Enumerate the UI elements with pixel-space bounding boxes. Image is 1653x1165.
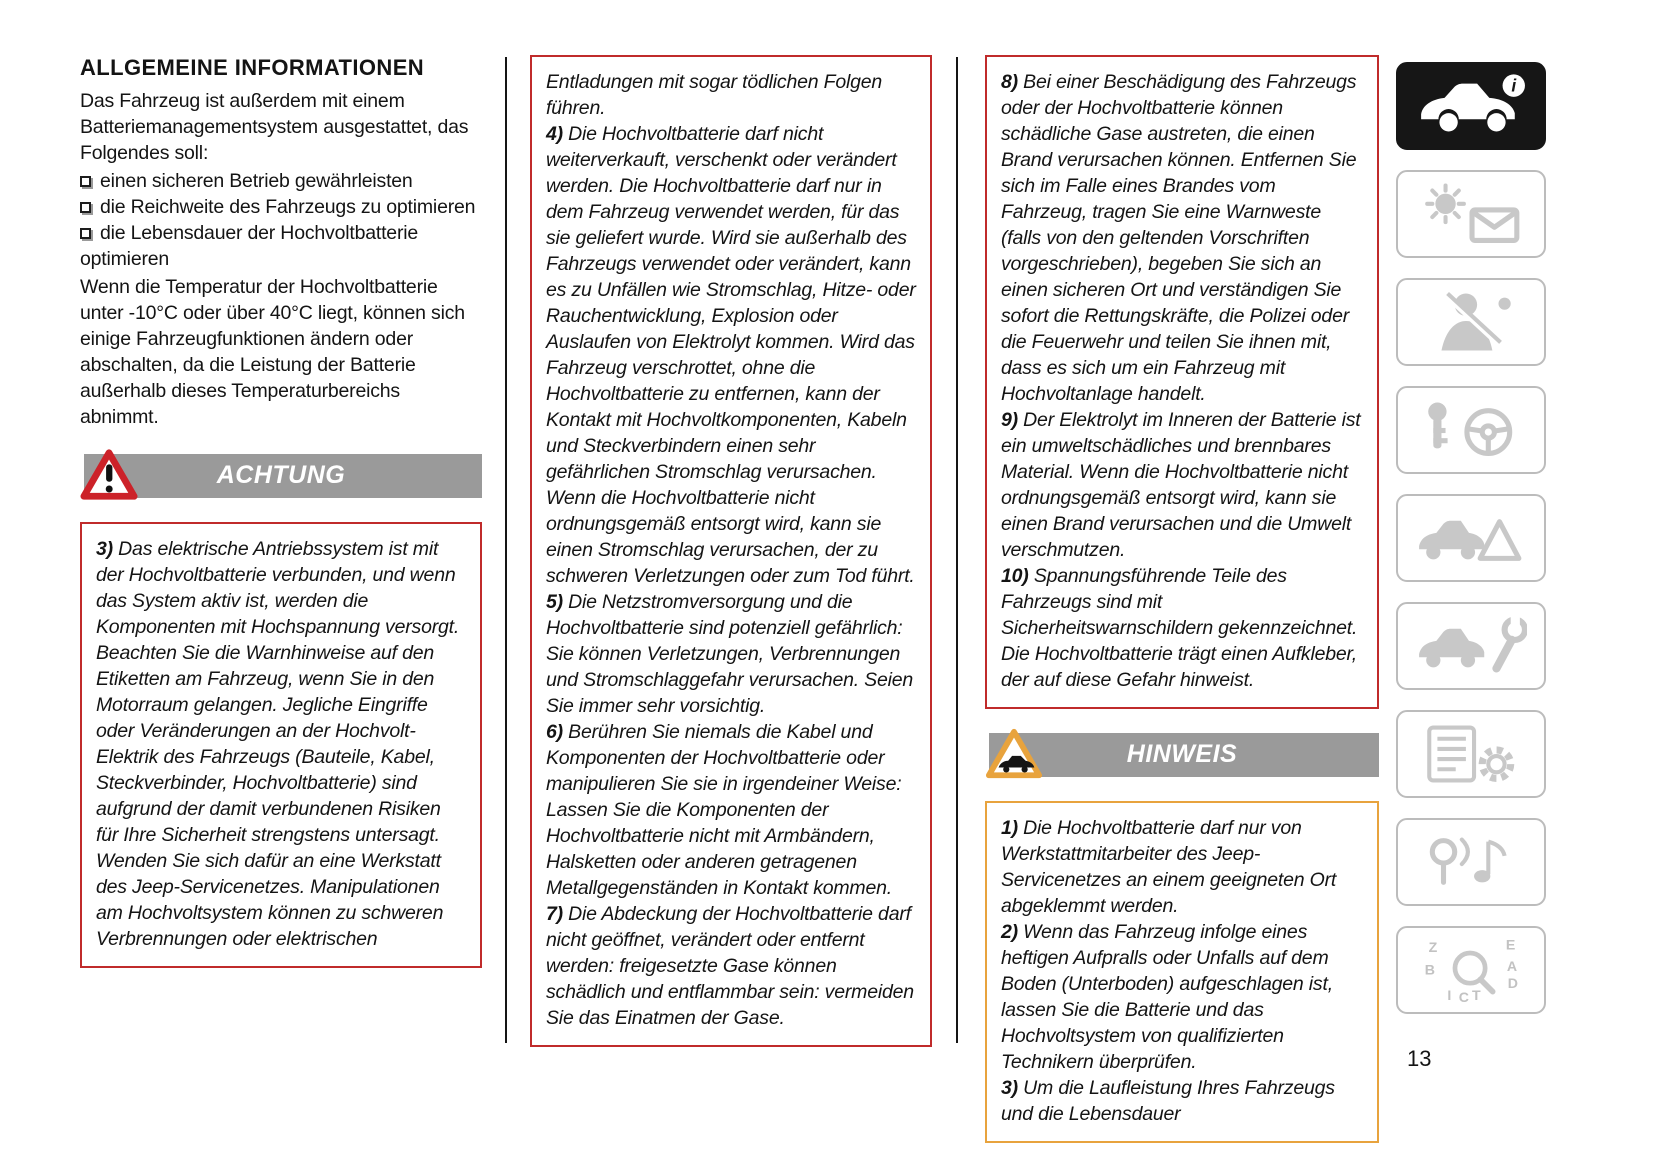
- page-number: 13: [1407, 1046, 1432, 1071]
- note-item: 6) Berühren Sie niemals die Kabel und Komponenten der Hochvoltbatterie oder manipulieren Sie sie in irgendeiner Weise: Lassen Sie die Komponenten der Hochvoltbatterie nicht mit Armbändern, Halsketten oder anderen getragenen Metallgegenständen in Kontakt kommen.: [546, 721, 902, 899]
- intro-paragraph: Das Fahrzeug ist außerdem mit einem Batteriemanagementsystem ausgestattet, das Folgendes soll:: [80, 90, 469, 164]
- note-item: 3) Das elektrische Antriebssystem ist mit der Hochvoltbatterie verbunden, und wenn das System aktiv ist, werden die Komponenten mit Hochspannung versorgt. Beachten Sie die Warnhinweise auf den Etiketten am Fahrzeug, wenn Sie in den Motorraum gelangen. Jegliche Eingriffe oder Veränderungen an der Hochvolt-Elektrik des Fahrzeugs (Bauteile, Kabel, Steckverbinder, Hochvoltbatterie) sind aufgrund der damit verbundenen Risiken für Ihre Sicherheit strengstens untersagt. Wenden Sie sich dafür an eine Werkstatt des Jeep-Servicenetzes. Manipulationen am Hochvoltsystem können zu schweren Verbrennungen oder elektrischen: [96, 538, 460, 950]
- warning-box-right: [985, 55, 1379, 709]
- warning-box-middle: [530, 55, 932, 1047]
- sidebar-tab-vehicle-info[interactable]: [1396, 62, 1546, 150]
- bullet-square-icon: [80, 202, 91, 213]
- svg-text:Z: Z: [1428, 939, 1438, 956]
- car-wrench-icon: [1415, 613, 1527, 679]
- middle-column: [530, 55, 932, 1047]
- note-item-number: 3): [1001, 1077, 1024, 1099]
- sidebar-tab-emergency[interactable]: [1396, 494, 1546, 582]
- note-item: 8) Bei einer Beschädigung des Fahrzeugs oder der Hochvoltbatterie können schädliche Gase austreten, die einen Brand verursachen können. Entfernen Sie sich im Falle eines Brandes vom Fahrzeug, tragen Sie eine Warnweste (falls von den geltenden Vorschriften vorgeschrieben), begeben Sie sich an einen sicheren Ort und verständigen Sie sofort die Rettungskräfte, die Polizei oder die Feuerwehr und teilen Sie ihnen mit, dass es sich um ein Fahrzeug mit Hochvoltanlage handelt.: [1001, 71, 1357, 405]
- svg-text:I: I: [1447, 987, 1452, 1003]
- svg-text:T: T: [1471, 987, 1481, 1003]
- note-item-number: 4): [546, 123, 569, 145]
- sidebar-tab-servicing[interactable]: [1396, 602, 1546, 690]
- note-item: 9) Der Elektrolyt im Inneren der Batterie ist ein umweltschädliches und brennbares Material. Wenn die Hochvoltbatterie nicht ordnungsgemäß entsorgt wird, kann sie einen Brand verursachen und die Umwelt verschmutzen.: [1001, 409, 1361, 561]
- temperature-paragraph: Wenn die Temperatur der Hochvoltbatterie unter -10°C oder über 40°C liegt, können sich einige Fahrzeugfunktionen ändern oder abschalten, da die Leistung der Batterie außerhalb dieses Temperaturbereichs abnimmt.: [80, 276, 465, 428]
- note-item-number: 10): [1001, 565, 1034, 587]
- note-item: 10) Spannungsführende Teile des Fahrzeugs sind mit Sicherheitswarnschildern gekennzeichnet. Die Hochvoltbatterie trägt einen Aufkleber, der auf diese Gefahr hinweist.: [1001, 565, 1358, 691]
- svg-text:E: E: [1505, 937, 1516, 953]
- note-item: Entladungen mit sogar tödlichen Folgen führen.: [546, 71, 883, 119]
- note-item-number: 5): [546, 591, 569, 613]
- note-item-number: 3): [96, 538, 119, 560]
- bullet-list: [80, 168, 482, 272]
- car-warning-triangle-icon: [1415, 505, 1527, 571]
- sidebar-tab-starting-driving[interactable]: [1396, 386, 1546, 474]
- spec-list-gear-icon: [1415, 721, 1527, 787]
- left-column: [80, 55, 482, 968]
- note-item-number: 7): [546, 903, 569, 925]
- warning-header-label: ACHTUNG: [216, 460, 346, 489]
- bullet-square-icon: [80, 176, 91, 187]
- right-column: [985, 55, 1379, 1143]
- note-item-number: 2): [1001, 921, 1024, 943]
- svg-text:A: A: [1506, 957, 1518, 974]
- column-divider: [505, 57, 507, 1043]
- warning-section-header: [80, 450, 482, 502]
- bullet-item: die Reichweite des Fahrzeugs zu optimieren: [80, 194, 482, 220]
- note-item-number: 8): [1001, 71, 1024, 93]
- sidebar-tab-lights-messages[interactable]: [1396, 170, 1546, 258]
- note-item-number: 1): [1001, 817, 1024, 839]
- chapter-sidebar: [1396, 62, 1546, 1034]
- note-item-number: 9): [1001, 409, 1024, 431]
- alphabetical-index-icon: [1415, 937, 1527, 1003]
- note-section-header: [985, 729, 1379, 781]
- sidebar-tab-safety[interactable]: [1396, 278, 1546, 366]
- note-item: 4) Die Hochvoltbatterie darf nicht weiterverkauft, verschenkt oder verändert werden. Die Hochvoltbatterie darf nur in dem Fahrzeug verwendet werden, für das sie geliefert wurde. Wird sie außerhalb des Fahrzeugs verwendet oder verändert, kann es zu Unfällen wie Stromschlag, Hitze- oder Rauchentwicklung, Explosion oder Auslaufen von Elektrolyt kommen. Wird das Fahrzeug verschrottet, ohne die Hochvoltbatterie zu entfernen, kann der Kontakt mit Hochvoltkomponenten, Kabeln und Steckverbindern einen sehr gefährlichen Stromschlag verursachen. Wenn die Hochvoltbatterie nicht ordnungsgemäß entsorgt wird, kann sie einen Stromschlag verursachen, der zu schweren Verletzungen oder zum Tod führt.: [546, 123, 916, 587]
- note-item: 3) Um die Laufleistung Ihres Fahrzeugs und die Lebensdauer: [1001, 1077, 1335, 1125]
- note-item: 5) Die Netzstromversorgung und die Hochvoltbatterie sind potenziell gefährlich: Sie können Verletzungen, Verbrennungen und Stromschlaggefahr verursachen. Seien Sie immer sehr vorsichtig.: [546, 591, 914, 717]
- sidebar-tab-technical-data[interactable]: [1396, 710, 1546, 798]
- car-info-icon: [1415, 73, 1527, 139]
- warning-light-message-icon: [1415, 181, 1527, 247]
- note-item-number: 6): [546, 721, 569, 743]
- sidebar-tab-index[interactable]: [1396, 926, 1546, 1014]
- svg-text:B: B: [1424, 961, 1436, 978]
- key-steering-wheel-icon: [1415, 397, 1527, 463]
- note-item: 7) Die Abdeckung der Hochvoltbatterie darf nicht geöffnet, verändert oder entfernt werden: freigesetzte Gase können schädlich und entflammbar sein: vermeiden Sie das Einatmen der Gase.: [546, 903, 914, 1029]
- svg-text:D: D: [1507, 974, 1518, 991]
- column-divider: [956, 57, 958, 1043]
- note-header-label: HINWEIS: [1126, 739, 1238, 768]
- bullet-square-icon: [80, 228, 91, 239]
- bullet-item: einen sicheren Betrieb gewährleisten: [80, 168, 482, 194]
- occupant-seatbelt-icon: [1415, 289, 1527, 355]
- note-item: 1) Die Hochvoltbatterie darf nur von Werkstattmitarbeiter des Jeep-Servicenetzes an einem geeigneten Ort abgeklemmt werden.: [1001, 817, 1337, 917]
- sidebar-tab-multimedia[interactable]: [1396, 818, 1546, 906]
- warning-box-left: [80, 522, 482, 968]
- bullet-item: die Lebensdauer der Hochvoltbatterie optimieren: [80, 222, 419, 270]
- multimedia-icon: [1415, 829, 1527, 895]
- page-title: ALLGEMEINE INFORMATIONEN: [80, 55, 425, 80]
- note-item: 2) Wenn das Fahrzeug infolge eines heftigen Aufpralls oder Unfalls auf dem Boden (Unterboden) aufgeschlagen ist, lassen Sie die Batterie und das Hochvoltsystem von qualifizierten Technikern überprüfen.: [1001, 921, 1333, 1073]
- svg-text:i: i: [1511, 75, 1517, 96]
- svg-text:C: C: [1458, 989, 1469, 1003]
- note-box: [985, 801, 1379, 1143]
